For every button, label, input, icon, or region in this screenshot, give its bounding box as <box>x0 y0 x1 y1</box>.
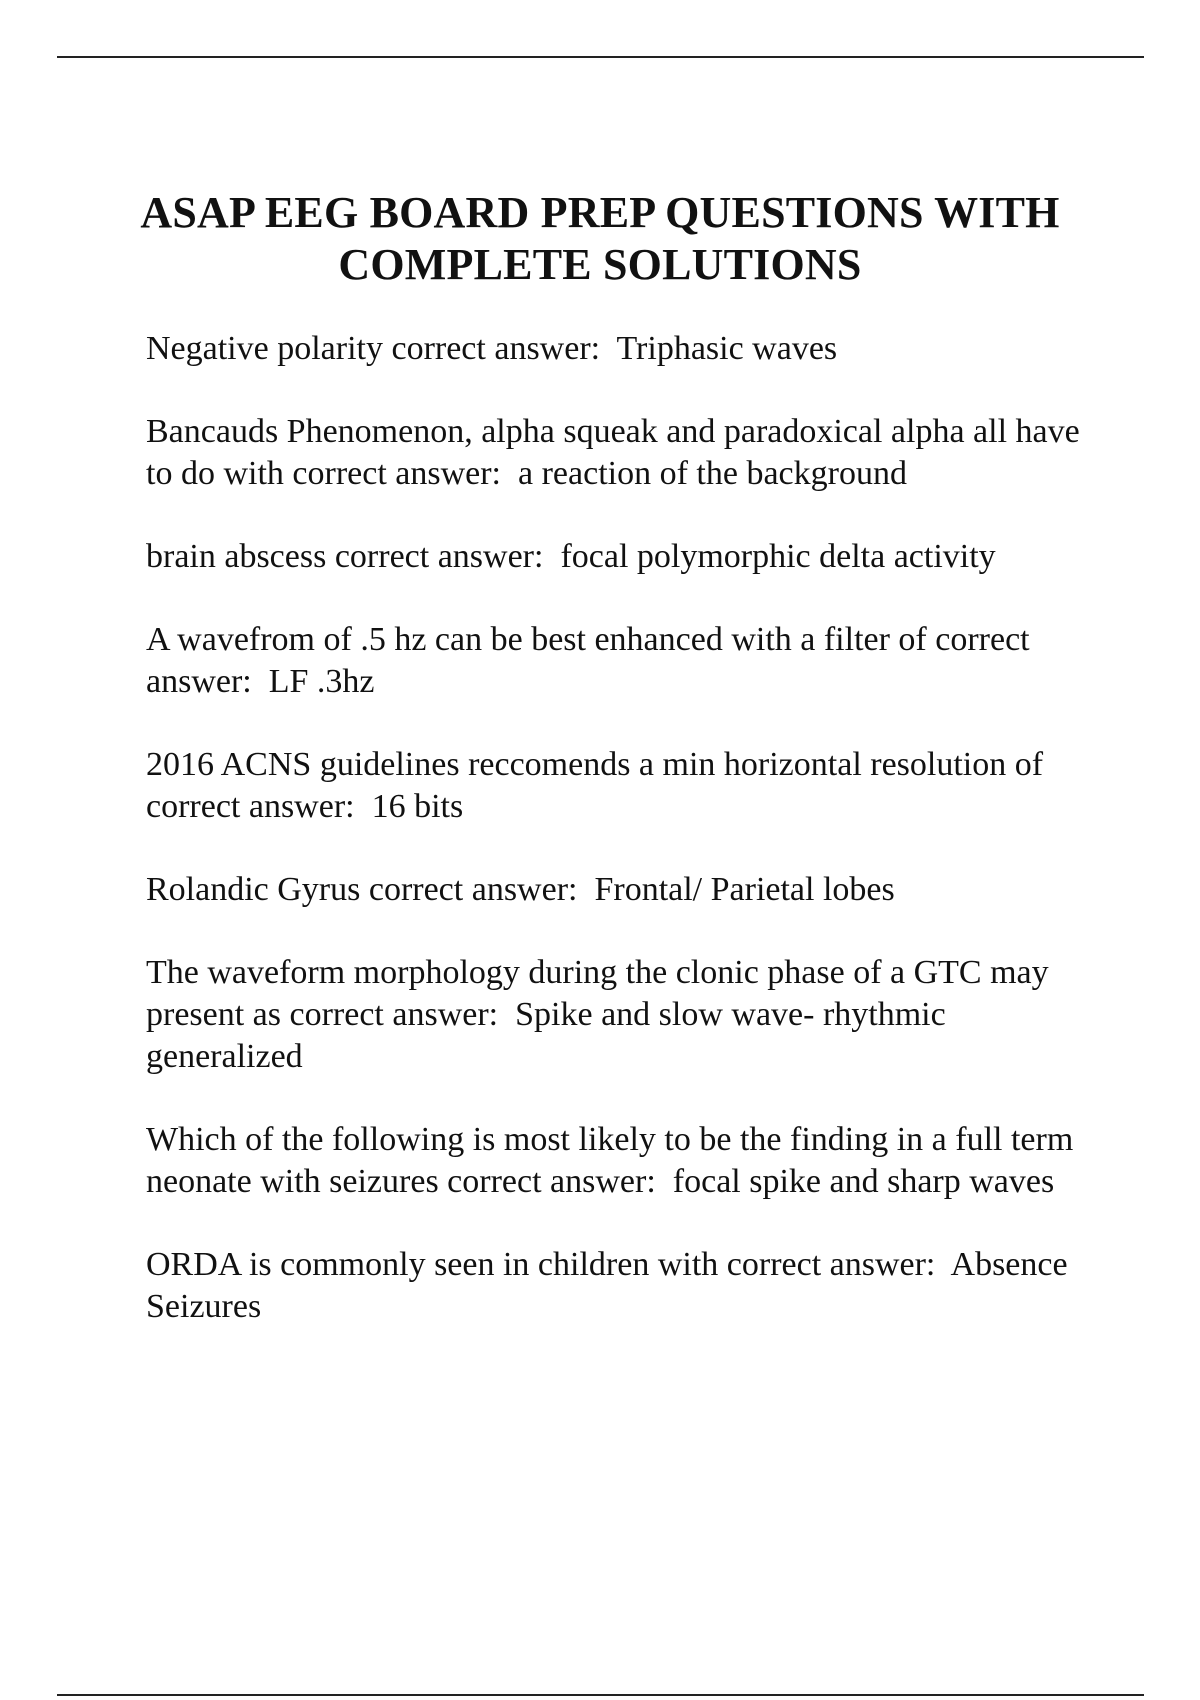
question-text: brain abscess <box>146 538 327 575</box>
answer-text: a reaction of the background <box>518 455 907 492</box>
title-line-1: ASAP EEG BOARD PREP QUESTIONS WITH <box>140 188 1060 237</box>
answer-label: correct answer: <box>726 1246 936 1283</box>
answer-label: correct answer: <box>447 1163 656 1200</box>
qa-item <box>146 619 1086 703</box>
answer-text: focal polymorphic delta activity <box>560 538 996 575</box>
qa-item <box>146 328 1086 370</box>
qa-item <box>146 1244 1086 1328</box>
answer-text: Triphasic waves <box>616 330 838 367</box>
question-text: Rolandic Gyrus <box>146 871 361 908</box>
qa-item <box>146 869 1086 911</box>
answer-label: correct answer: <box>334 538 544 575</box>
answer-text: Frontal/ Parietal lobes <box>594 871 895 908</box>
answer-label: correct answer: <box>146 621 1030 700</box>
question-text: Bancauds Phenomenon, alpha squeak and paradoxical alpha all have to do with <box>146 413 1080 492</box>
answer-label: correct answer: <box>292 455 502 492</box>
answer-label: correct answer: <box>368 871 578 908</box>
qa-list <box>146 328 1086 1369</box>
answer-label: correct answer: <box>146 788 355 825</box>
question-text: Which of the following is most likely to be the finding in a full term neonate with seizures <box>146 1121 1074 1200</box>
answer-label: correct answer: <box>289 996 499 1033</box>
answer-label: correct answer: <box>391 330 601 367</box>
answer-text: LF .3hz <box>268 663 375 700</box>
document-title <box>100 187 1100 291</box>
answer-text: 16 bits <box>371 788 464 825</box>
qa-item <box>146 411 1086 495</box>
qa-item <box>146 952 1086 1078</box>
answer-text: focal spike and sharp waves <box>672 1163 1055 1200</box>
top-rule <box>57 56 1144 58</box>
question-text: Negative polarity <box>146 330 383 367</box>
question-text: 2016 ACNS guidelines reccomends a min horizontal resolution of <box>146 746 1044 783</box>
qa-item <box>146 1119 1086 1203</box>
bottom-rule <box>57 1694 1144 1696</box>
qa-item <box>146 536 1086 578</box>
question-text: The waveform morphology during the clonic phase of a GTC may present as <box>146 954 1049 1033</box>
question-text: ORDA is commonly seen in children with <box>146 1246 719 1283</box>
answer-text: Absence Seizures <box>146 1246 1068 1325</box>
title-line-2: COMPLETE SOLUTIONS <box>338 240 862 289</box>
question-text: A wavefrom of .5 hz can be best enhanced with a filter of <box>146 621 927 658</box>
qa-item <box>146 744 1086 828</box>
answer-text: Spike and slow wave- rhythmic generalized <box>146 996 946 1075</box>
